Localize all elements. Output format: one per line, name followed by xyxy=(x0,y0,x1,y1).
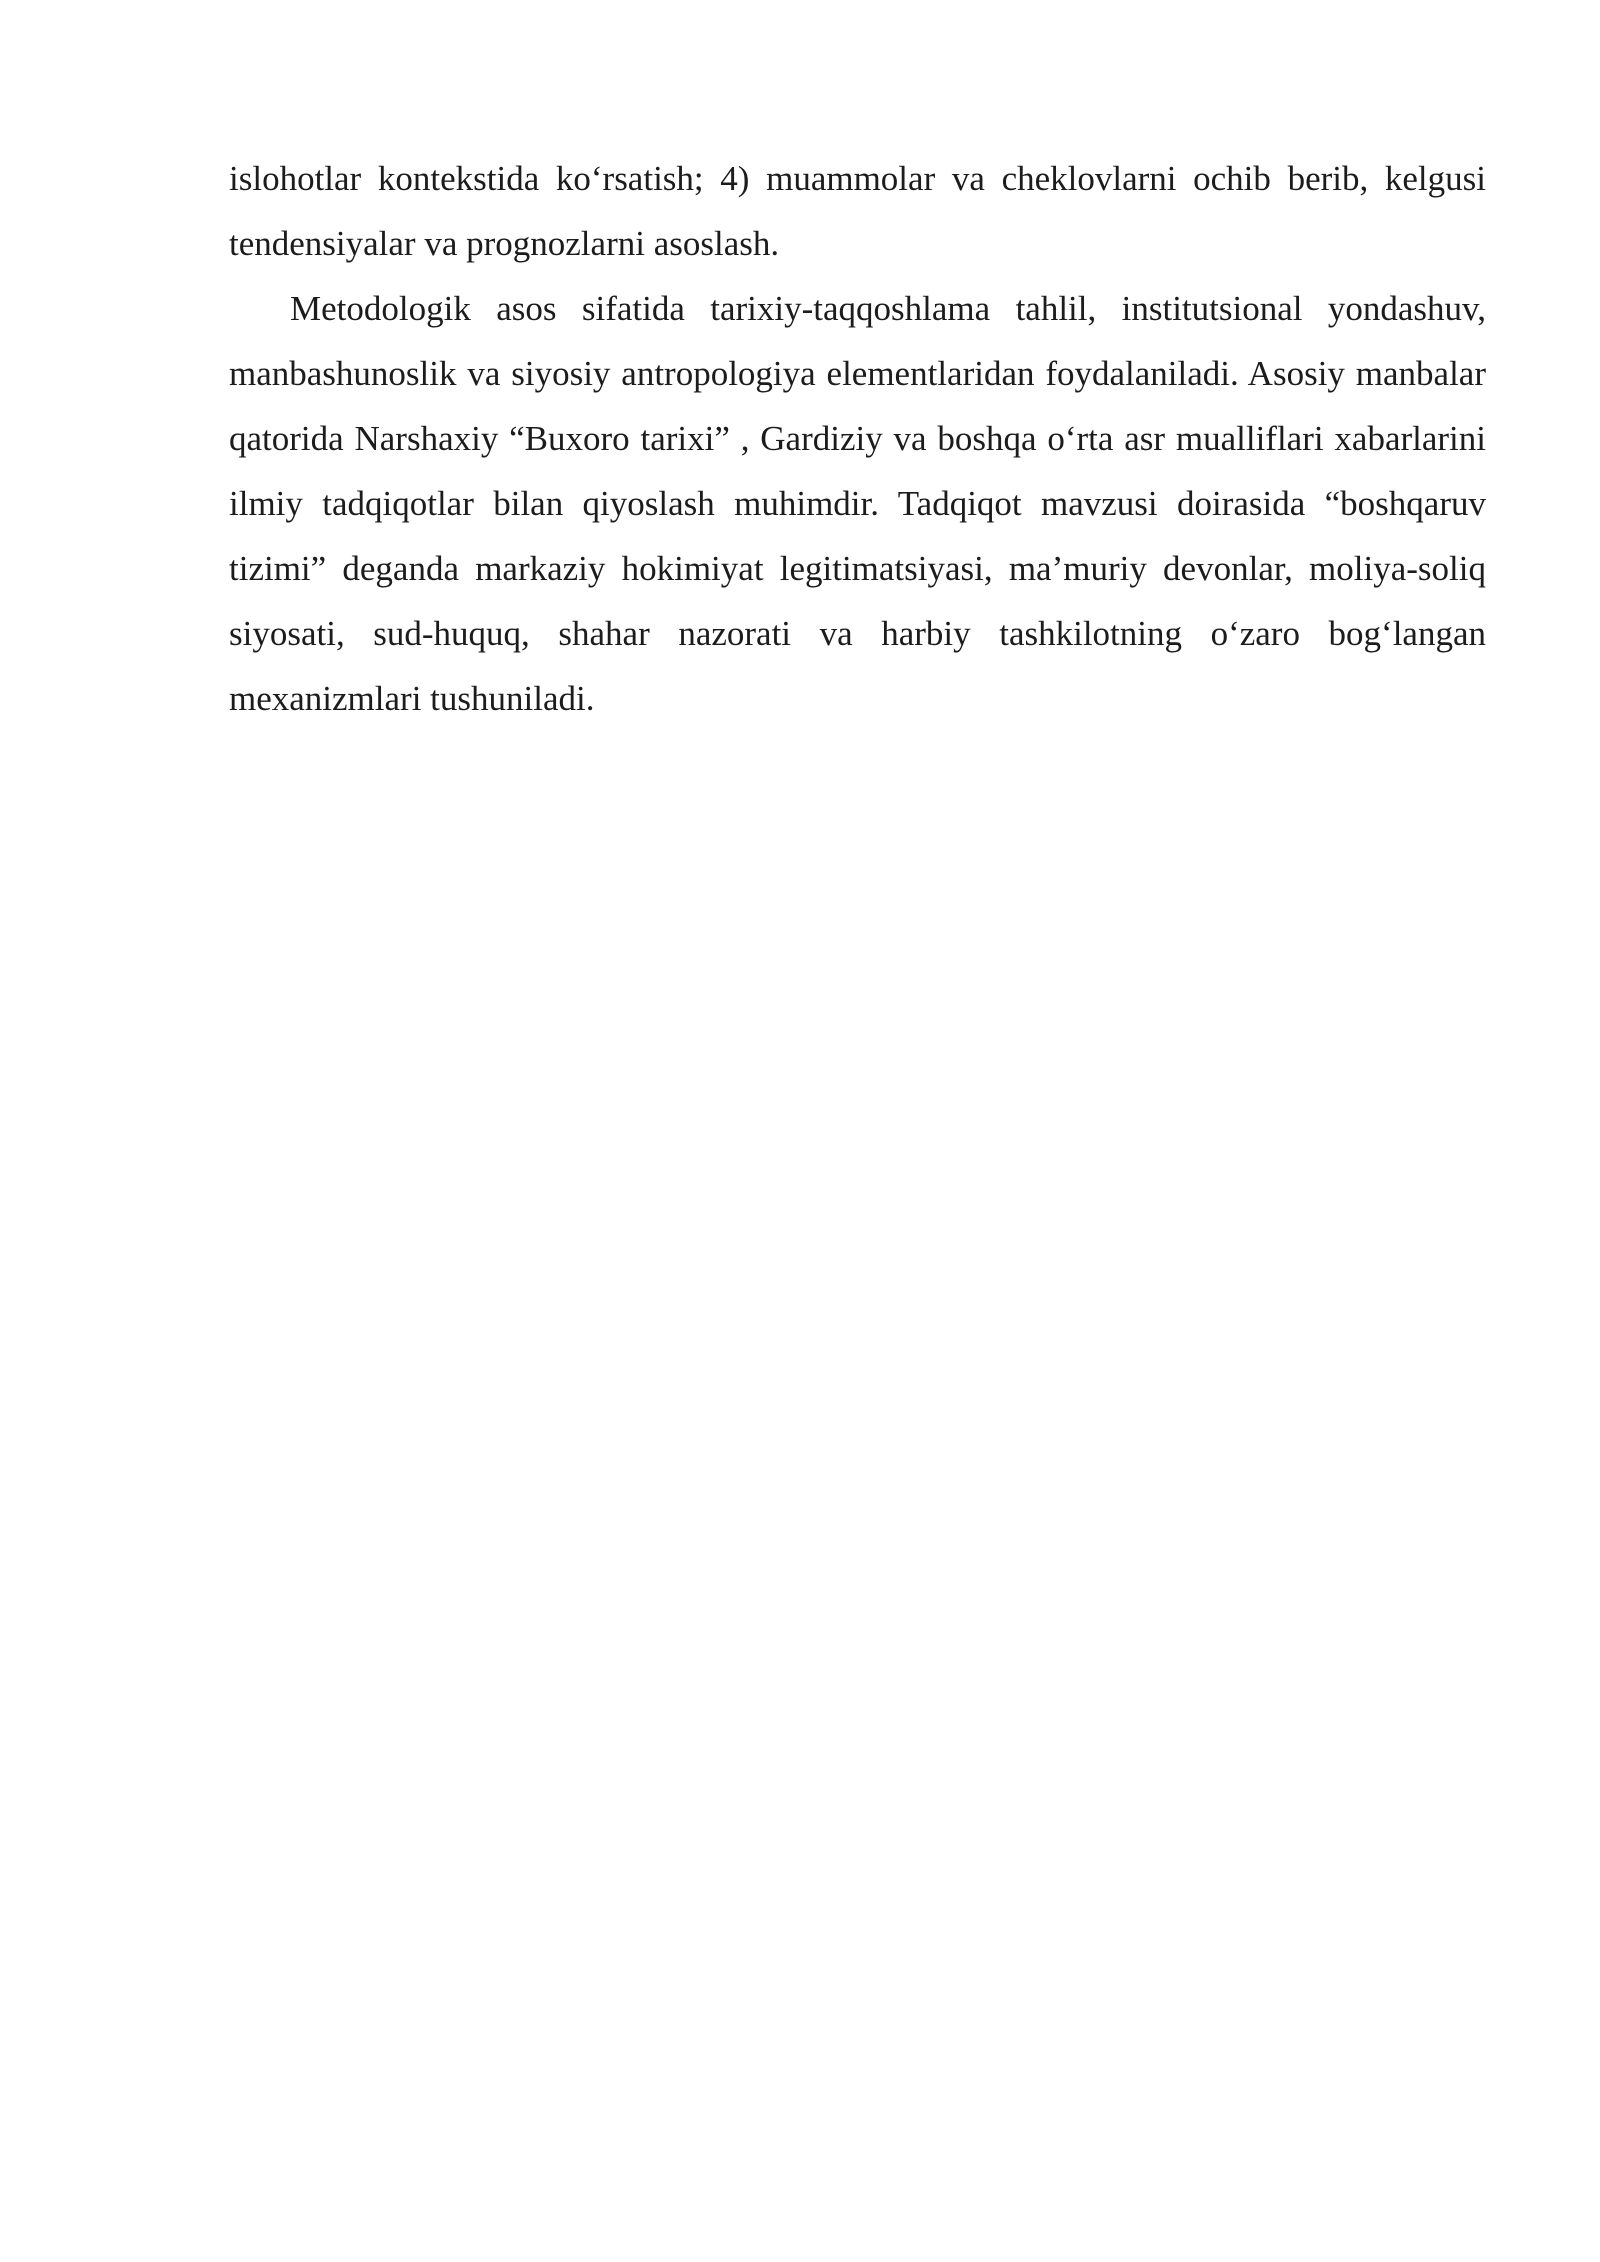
paragraph-continuation: islohotlar kontekstida ko‘rsatish; 4) muammolar va cheklovlarni ochib berib, kelgusi tendensiyalar va prognozlarni asoslash. xyxy=(229,159,1486,263)
paragraph-methodology: Metodologik asos sifatida tarixiy-taqqoshlama tahlil, institutsional yondashuv, manbashunoslik va siyosiy antropologiya elementlaridan foydalaniladi. Asosiy manbalar qatorida Narshaxiy “Buxoro tarixi” , Gardiziy va boshqa o‘rta asr mualliflari xabarlarini ilmiy tadqiqotlar bilan qiyoslash muhimdir. Tadqiqot mavzusi doirasida “boshqaruv tizimi” deganda markaziy hokimiyat legitimatsiyasi, ma’muriy devonlar, moliya-soliq siyosati, sud-huquq, shahar nazorati va harbiy tashkilotning o‘zaro bog‘langan mexanizmlari tushuniladi. xyxy=(229,289,1486,718)
document-body xyxy=(229,146,1486,731)
